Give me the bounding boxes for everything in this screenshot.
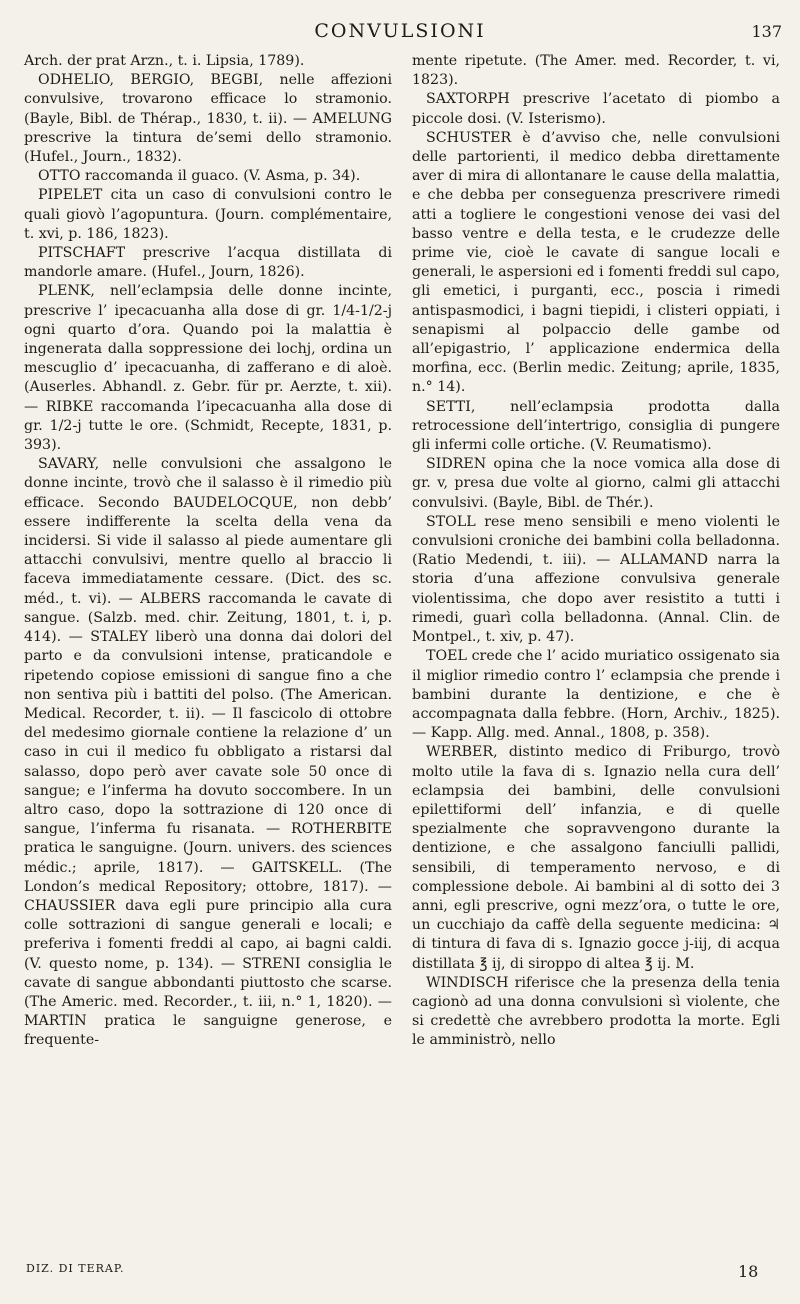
footer-gathering-mark: 18 xyxy=(738,1262,759,1281)
paragraph: ODHELIO, BERGIO, BEGBI, nelle affezioni convulsive, trovarono efficace lo stramonio. (Bayle, Bibl. de Thérap., 1830, t. ii). — AMELUNG prescrive la tintura de’semi dello stramonio. (Hufel., Journ., 1832). xyxy=(24,72,392,166)
paragraph: SETTI, nell’eclampsia prodotta dalla retrocessione dell’intertrigo, consiglia di pungere gli infermi colle ortiche. (V. Reumatismo). xyxy=(412,398,780,454)
left-column xyxy=(24,52,392,1051)
running-header: CONVULSIONI xyxy=(314,20,486,42)
paragraph: STOLL rese meno sensibili e meno violenti le convulsioni croniche dei bambini colla belladonna. (Ratio Medendi, t. iii). — ALLAMAND narra la storia d’una affezione convulsiva generale violentissima, che dopo aver resistito a tutti i rimedi, guarì colla belladonna. (Annal. Clin. de Montpel., t. xiv, p. 47). xyxy=(412,513,780,646)
right-column xyxy=(412,52,780,1051)
paragraph: TOEL crede che l’ acido muriatico ossigenato sia il miglior rimedio contro l’ eclampsia che prende i bambini durante la dentizione, e che è accompagnata dalla febbre. (Horn, Archiv., 1825). — Kapp. Allg. med. Annal., 1808, p. 358). xyxy=(412,648,780,742)
paragraph: PIPELET cita un caso di convulsioni contro le quali giovò l’agopuntura. (Journ. complémentaire, t. xvi, p. 186, 1823). xyxy=(24,187,392,242)
paragraph: SIDREN opina che la noce vomica alla dose di gr. v, presa due volte al giorno, calmi gli attacchi convulsivi. (Bayle, Bibl. de Thér.). xyxy=(412,456,780,511)
footer-signature: DIZ. DI TERAP. xyxy=(26,1262,125,1275)
paragraph: PITSCHAFT prescrive l’acqua distillata di mandorle amare. (Hufel., Journ, 1826). xyxy=(24,245,392,281)
paragraph: WERBER, distinto medico di Friburgo, trovò molto utile la fava di s. Ignazio nella cura dell’ eclampsia dei bambini, delle convulsioni epilettiformi dell’ infanzia, e di quelle spezialmente che sopravvengono durante la dentizione, e che assalgono fanciulli pallidi, sensibili, di temperamento nervoso, e di complessione debole. Ai bambini al di sotto dei 3 anni, egli prescrive, ogni mezz’ora, o tutte le ore, un cucchiajo da caffè della seguente medicina: ♃ di tintura di fava di s. Ignazio gocce j-iij, di acqua distillata ℥ ij, di siroppo di altea ℥ ij. M. xyxy=(412,744,780,972)
paragraph: WINDISCH riferisce che la presenza della tenia cagionò ad una donna convulsioni sì violente, che si credettè che avrebbero prodotta la morte. Egli le amministrò, nello xyxy=(412,974,780,1049)
paragraph: PLENK, nell’eclampsia delle donne incinte, prescrive l’ ipecacuanha alla dose di gr. 1/4-1/2-j ogni quarto d’ora. Quando poi la malattia è ingenerata dalla soppressione dei lochj, ordina un mescuglio d’ ipecacuanha, di zafferano e di aloè. (Auserles. Abhandl. z. Gebr. für pr. Aerzte, t. xii). — RIBKE raccomanda l’ipecacuanha alla dose di gr. 1/2-j tutte le ore. (Schmidt, Recepte, 1831, p. 393). xyxy=(24,283,392,454)
paragraph: SAVARY, nelle convulsioni che assalgono le donne incinte, trovò che il salasso è il rimedio più efficace. Secondo BAUDELOCQUE, non debb’ essere indifferente la scelta della vena da incidersi. Si vide il salasso al piede aumentare gli attacchi convulsivi, mentre quello al braccio li faceva immediatamente cessare. (Dict. des sc. méd., t. vi). — ALBERS raccomanda le cavate di sangue. (Salzb. med. chir. Zeitung, 1801, t. i, p. 414). — STALEY liberò una donna dai dolori del parto e da convulsioni intense, praticandole e ripetendo copiose emissioni di sangue fino a che non sentiva più i battiti del polso. (The American. Medical. Recorder, t. ii). — Il fascicolo di ottobre del medesimo giornale contiene la relazione d’ un caso in cui il medico fu obbligato a ristarsi dal salasso, dopo però aver cavate sole 50 once di sangue; e l’inferma ha dovuto soccombere. In un altro caso, dopo la sottrazione di 120 once di sangue, l’inferma fu risanata. — ROTHERBITE pratica le sanguigne. (Journ. univers. des sciences médic.; aprile, 1817). — GAITSKELL. (The London’s medical Repository; ottobre, 1817). — CHAUSSIER dava egli pure principio alla cura colle sottrazioni di sangue generali e locali; e preferiva i fomenti freddi al capo, ai bagni caldi. (V. questo nome, p. 134). — STRENI consiglia le cavate di sangue abbondanti piuttosto che scarse. (The Americ. med. Recorder., t. iii, n.° 1, 1820). — MARTIN pratica le sanguigne generose, e frequente- xyxy=(24,456,392,1049)
paragraph: Arch. der prat Arzn., t. i. Lipsia, 1789). xyxy=(24,53,305,69)
paragraph: SCHUSTER è d’avviso che, nelle convulsioni delle partorienti, il medico debba direttamente aver di mira di allontanare le cause della malattia, e che debba per conseguenza prescrivere rimedi atti a togliere le congestioni venose dei vasi del basso ventre e della testa, e le crudezze delle prime vie, cioè le cavate di sangue locali e generali, le aspersioni ed i fomenti freddi sul capo, gli emetici, i purganti, ecc., poscia i rimedi antispasmodici, i bagni tiepidi, i clisteri oppiati, i senapismi al polpaccio delle gambe od all’epigastrio, l’ applicazione endermica della morfina, ecc. (Berlin medic. Zeitung; aprile, 1835, n.° 14). xyxy=(412,129,780,396)
paragraph: SAXTORPH prescrive l’acetato di piombo a piccole dosi. (V. Isterismo). xyxy=(412,91,780,127)
page-number: 137 xyxy=(751,22,782,41)
paragraph: mente ripetute. (The Amer. med. Recorder, t. vi, 1823). xyxy=(412,53,780,89)
paragraph: OTTO raccomanda il guaco. (V. Asma, p. 34). xyxy=(38,168,361,185)
